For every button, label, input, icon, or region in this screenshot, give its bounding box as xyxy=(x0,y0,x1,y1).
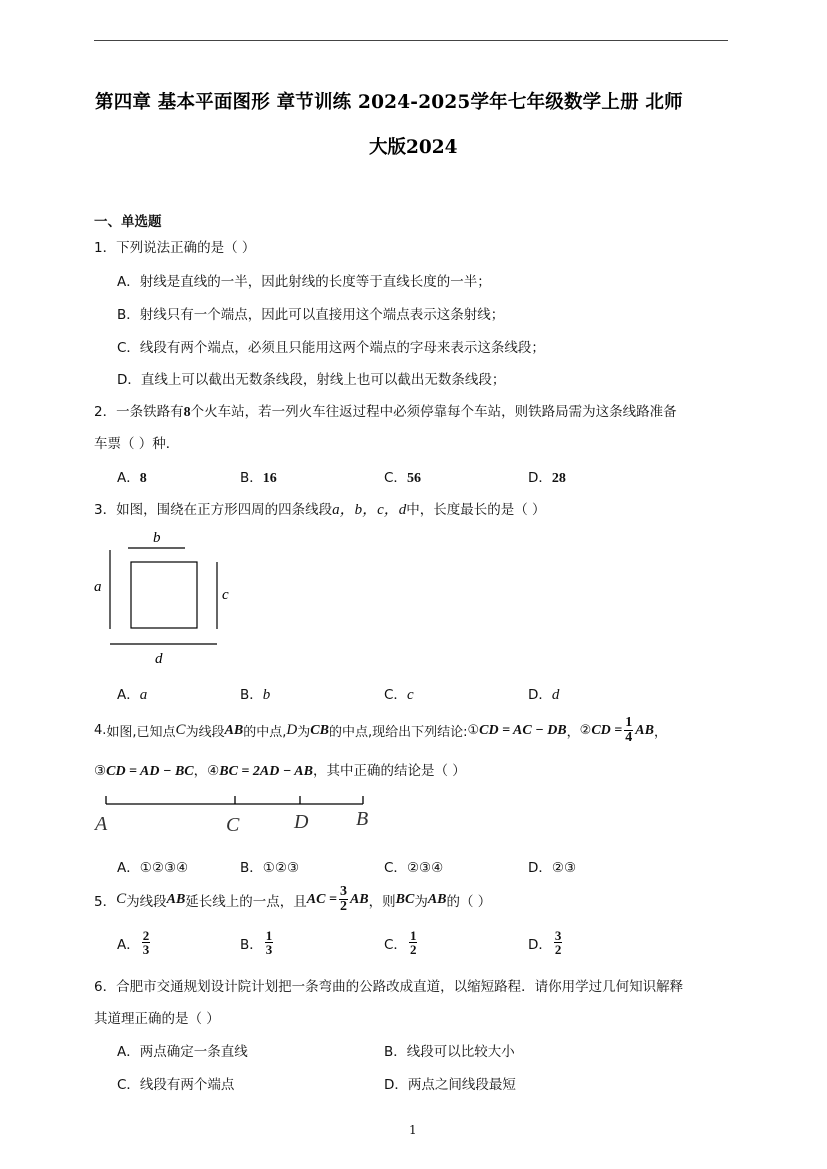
question-number: 3． xyxy=(94,502,117,518)
section-heading: 一、单选题 xyxy=(94,214,162,230)
question-number: 6． xyxy=(94,979,117,995)
conclusion-4: ④ xyxy=(207,763,220,779)
question-2-stem-line-1 xyxy=(94,400,677,421)
question-number: 4. xyxy=(94,723,107,738)
question-4-option-c[interactable]: C．②③④ xyxy=(384,860,444,876)
question-3-option-d[interactable]: D．d xyxy=(528,687,560,703)
label-d: d xyxy=(155,651,163,667)
question-6-option-b[interactable]: B．线段可以比较大小 xyxy=(384,1044,515,1060)
label-c: C xyxy=(226,814,240,836)
question-2-stem-line-2: 车票（ ）种． xyxy=(94,436,180,452)
question-text: 一条铁路有 xyxy=(116,404,184,420)
question-6-stem-line-1 xyxy=(94,975,683,995)
question-number: 2． xyxy=(94,404,117,420)
square-segments-figure xyxy=(90,528,250,670)
question-2-option-c[interactable]: C．56 xyxy=(384,470,421,486)
question-5-option-a[interactable]: A． $\frac{2}{3}$ xyxy=(117,928,150,957)
question-6-option-c[interactable]: C．线段有两个端点 xyxy=(117,1077,235,1093)
question-text: 下列说法正确的是（ ） xyxy=(116,240,256,256)
conclusion-1: ① xyxy=(467,723,480,738)
question-6-option-d[interactable]: D．两点之间线段最短 xyxy=(384,1077,516,1093)
question-text: 如图，围绕在正方形四周的四条线段 xyxy=(116,502,333,518)
question-2-option-d[interactable]: D．28 xyxy=(528,470,566,486)
label-b: B xyxy=(356,808,369,830)
document-title-line-1: 第四章 基本平面图形 章节训练 2024-2025学年七年级数学上册 北师 xyxy=(95,92,683,113)
square xyxy=(131,562,197,628)
question-4-option-d[interactable]: D．②③ xyxy=(528,860,577,876)
question-text: 合肥市交通规划设计院计划把一条弯曲的公路改成直道，以缩短路程．请你用学过几何知识解释 xyxy=(116,979,684,995)
conclusion-2: ② xyxy=(579,723,592,738)
page-number: 1 xyxy=(409,1123,417,1137)
segment-variables: a，b，c，d xyxy=(332,502,407,518)
question-4-stem-line-2: ③CD = AD − BC，④BC = 2AD − AB，其中正确的结论是（ ） xyxy=(94,763,466,779)
question-2-option-a[interactable]: A．8 xyxy=(117,470,147,486)
question-6-option-a[interactable]: A．两点确定一条直线 xyxy=(117,1044,248,1060)
question-2-option-b[interactable]: B．16 xyxy=(240,470,277,486)
question-number: 5． xyxy=(94,893,117,910)
question-4-option-b[interactable]: B．①②③ xyxy=(240,860,300,876)
line-segment-figure xyxy=(90,788,390,838)
question-3-option-c[interactable]: C．c xyxy=(384,687,414,703)
question-5-stem: 5． C 为线段 AB 延长线上的一点，且 AC = $\frac{3}{2}$ AB ，则 BC 为 AB 的（ ） xyxy=(94,884,492,914)
question-3-option-b[interactable]: B．b xyxy=(240,687,271,703)
label-a: a xyxy=(94,579,102,595)
conclusion-1-formula: CD = AC − DB xyxy=(479,722,567,738)
question-number: 1． xyxy=(94,240,117,256)
fraction-one-quarter: $\frac{1}{4}$ xyxy=(625,715,633,745)
question-1-option-a[interactable]: A．射线是直线的一半，因此射线的长度等于直线长度的一半； xyxy=(117,274,491,290)
label-a: A xyxy=(95,813,108,835)
question-5-option-d[interactable]: D． $\frac{3}{2}$ xyxy=(528,928,562,957)
label-b: b xyxy=(153,530,161,546)
question-1-stem xyxy=(94,236,255,256)
question-3-stem xyxy=(94,498,546,519)
question-1-option-b[interactable]: B．射线只有一个端点，因此可以直接用这个端点表示这条射线； xyxy=(117,307,505,323)
header-rule xyxy=(94,40,728,41)
question-1-option-d[interactable]: D．直线上可以截出无数条线段，射线上也可以截出无数条线段； xyxy=(117,372,506,388)
conclusion-3-formula: CD = AD − BC xyxy=(106,764,194,779)
document-title-line-2: 大版2024 xyxy=(369,137,458,158)
question-text: 中，长度最长的是（ ） xyxy=(406,502,546,518)
fraction-three-halves: $\frac{3}{2}$ xyxy=(339,884,347,914)
station-count: 8 xyxy=(183,405,191,420)
conclusion-4-formula: BC = 2AD − AB xyxy=(219,764,313,779)
question-5-option-b[interactable]: B． $\frac{1}{3}$ xyxy=(240,928,273,957)
label-c: c xyxy=(222,587,229,603)
conclusion-3: ③ xyxy=(94,763,107,779)
question-3-option-a[interactable]: A．a xyxy=(117,687,148,703)
question-6-stem-line-2: 其道理正确的是（ ） xyxy=(94,1011,220,1027)
label-d: D xyxy=(294,811,309,833)
question-1-option-c[interactable]: C．线段有两个端点，必须且只能用这两个端点的字母来表示这条线段； xyxy=(117,340,545,356)
question-5-option-c[interactable]: C． $\frac{1}{2}$ xyxy=(384,928,417,957)
question-4-option-a[interactable]: A．①②③④ xyxy=(117,860,189,876)
question-text: 个火车站，若一列火车往返过程中必须停靠每个车站，则铁路局需为这条线路准备 xyxy=(190,404,677,420)
question-4-stem-line-1: 4. 如图,已知点 C 为线段 AB 的中点, D 为 CB 的中点,现给出下列结论: ① CD = AC − DB ， ② CD = $\frac{1}{4}$ AB ， xyxy=(94,715,667,745)
